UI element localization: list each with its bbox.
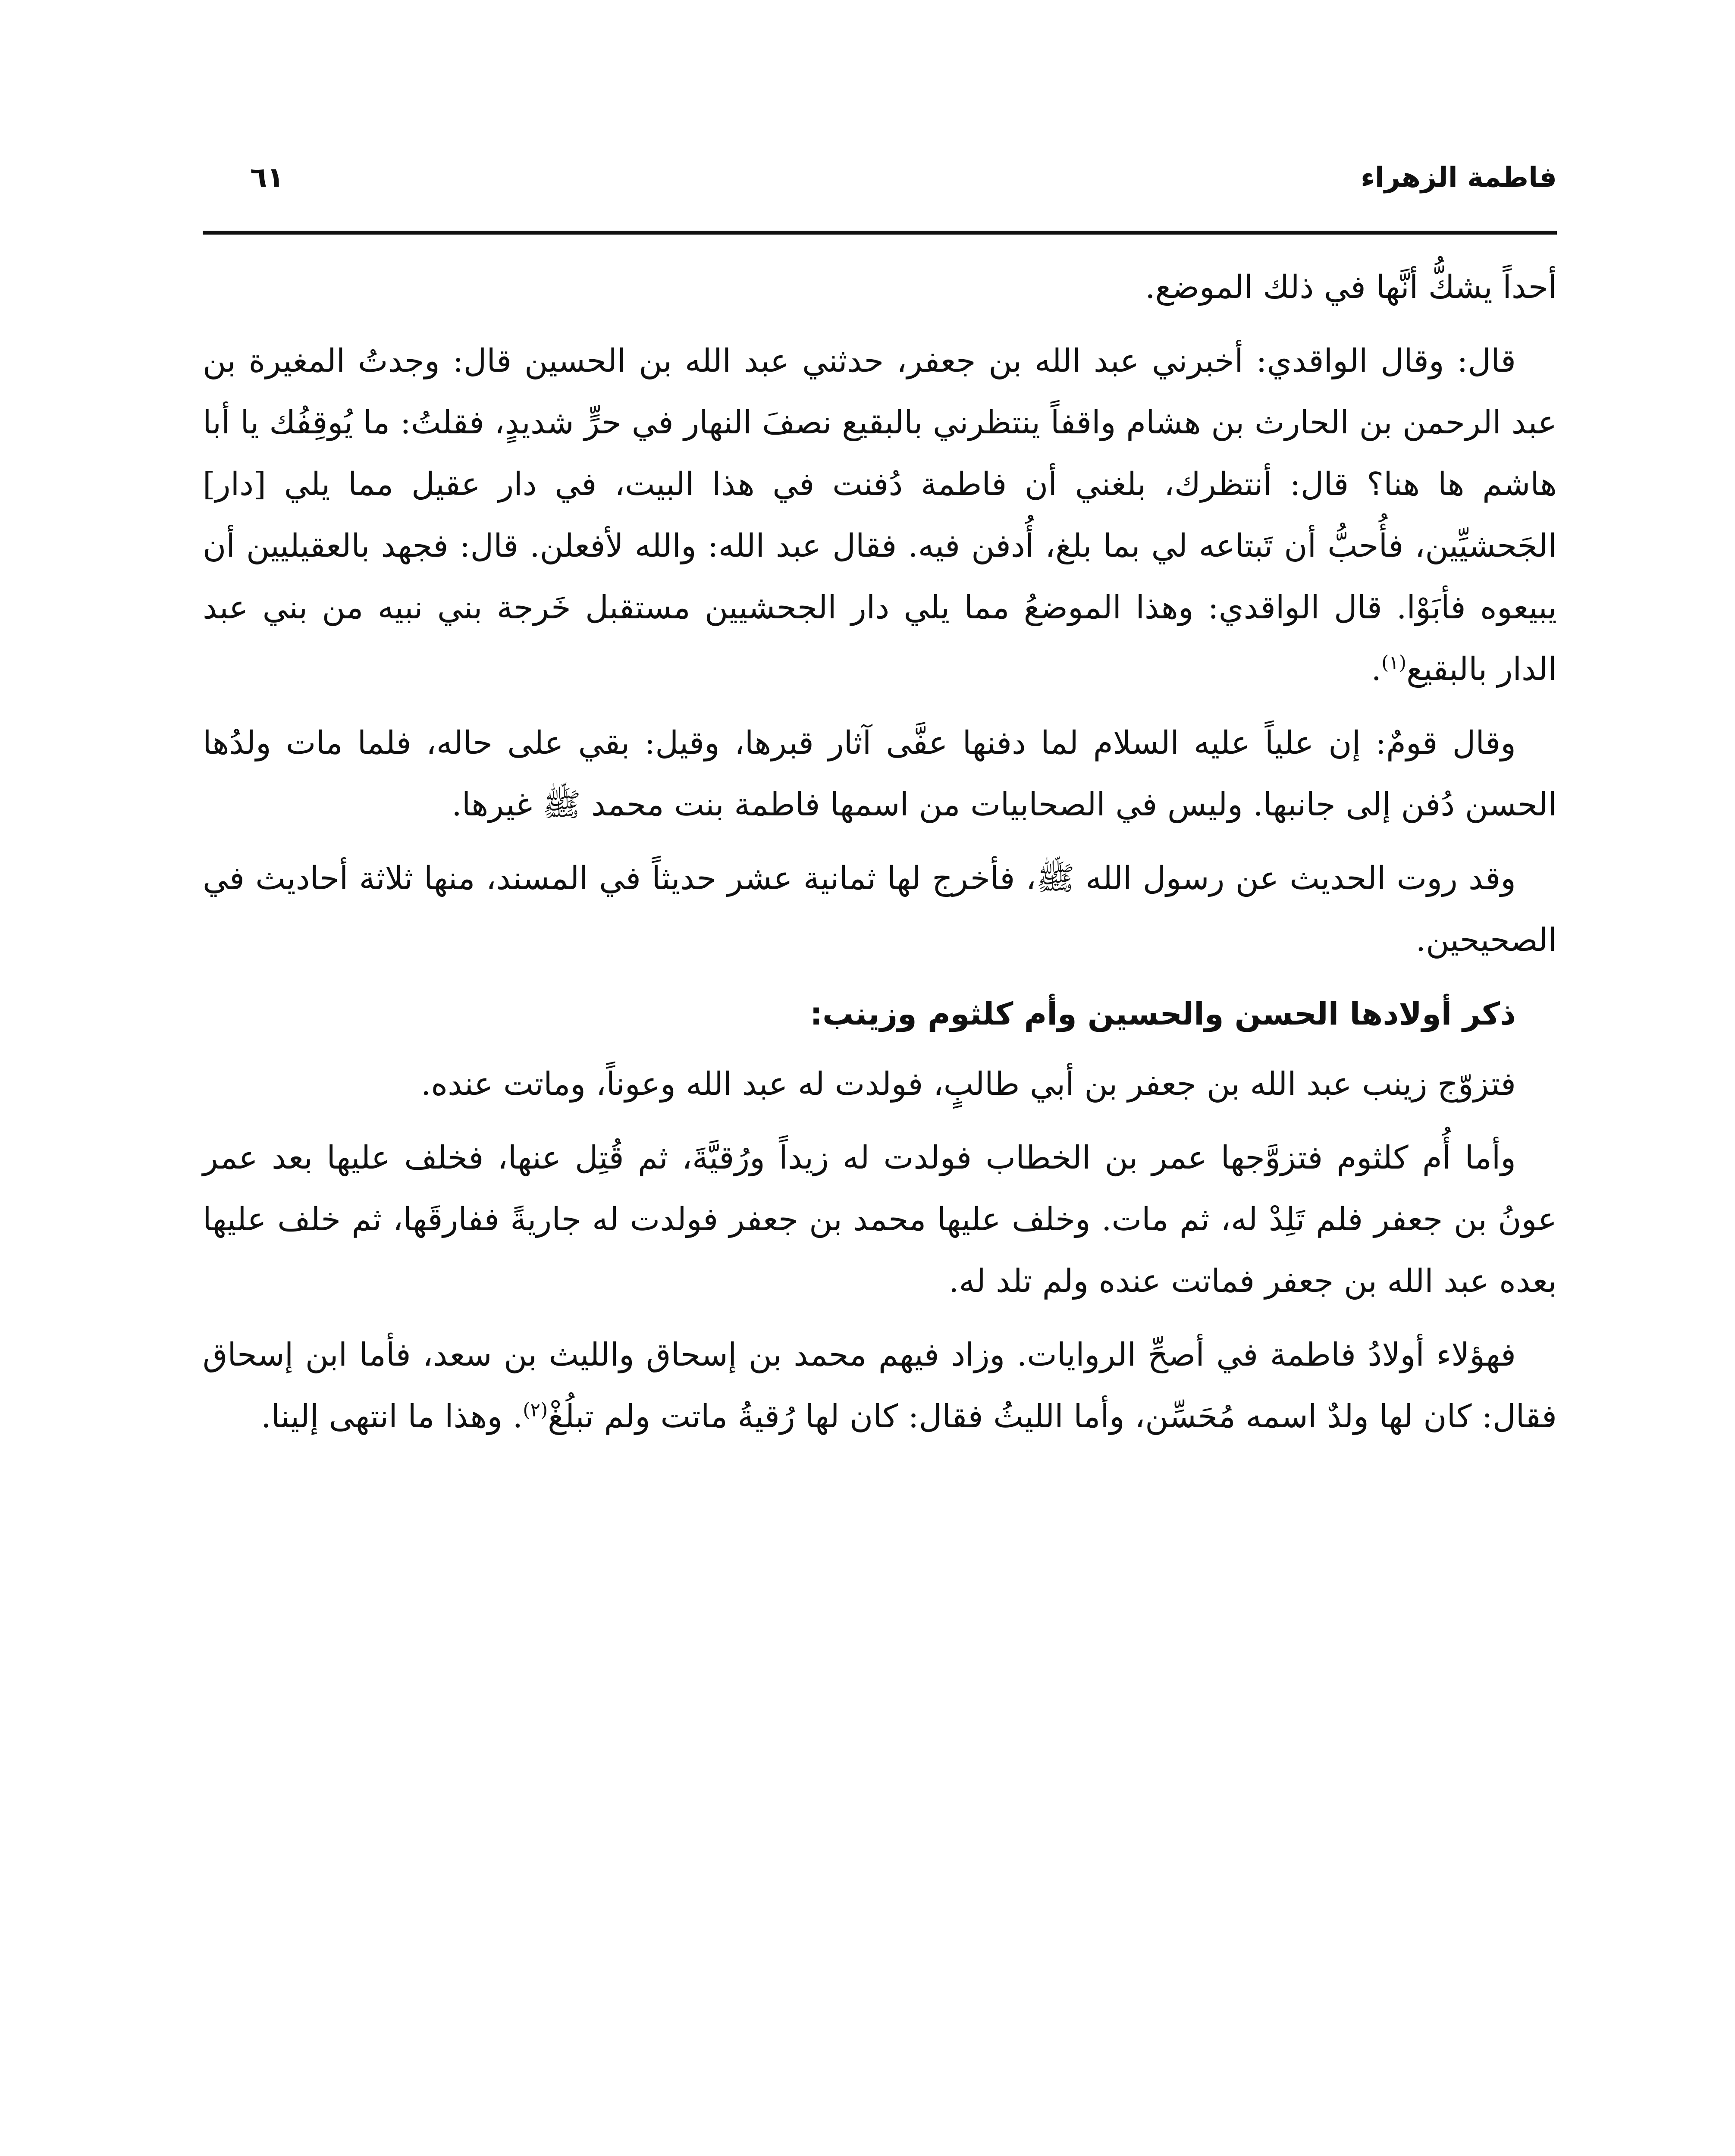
paragraph-1: أحداً يشكُّ أنَّها في ذلك الموضع. bbox=[1145, 269, 1557, 306]
paragraph-5: فتزوّج زينب عبد الله بن جعفر بن أبي طالبٍ، فولدت له عبد الله وعوناً، وماتت عنده. bbox=[420, 1065, 1516, 1103]
footnote-ref-1: (١) bbox=[1381, 652, 1407, 674]
paragraph-4: وقد روت الحديث عن رسول الله ﷺ، فأخرج لها ثمانية عشر حديثاً في المسند، منها ثلاثة أحاديث في الصحيحين. bbox=[203, 860, 1557, 959]
footnote-ref-2: (٢) bbox=[523, 1399, 548, 1421]
section-heading: ذكر أولادها الحسن والحسين وأم كلثوم وزينب: bbox=[810, 996, 1516, 1032]
paragraph-6: وأما أُم كلثوم فتزوَّجها عمر بن الخطاب فولدت له زيداً ورُقيَّةَ، ثم قُتِل عنها، فخلف عليها بعد عمر عونُ بن جعفر فلم تَلِدْ له، ثم مات. وخلف عليها محمد بن جعفر فولدت له جاريةً ففارقَها، ثم خلف عليها بعده عبد الله بن جعفر فماتت عنده ولم تلد له. bbox=[203, 1139, 1557, 1300]
paragraph-2 bbox=[203, 330, 1557, 700]
main-text bbox=[203, 257, 1557, 1460]
paragraph-2-text: قال: وقال الواقدي: أخبرني عبد الله بن جعفر، حدثني عبد الله بن الحسين قال: وجدتُ المغيرة بن عبد الرحمن بن الحارث بن هشام واقفاً ينتظرني بالبقيع نصفَ النهار في حرٍّ شديدٍ، فقلتُ: ما يُوقِفُك يا أبا هاشم ها هنا؟ قال: أنتظرك، بلغني أن فاطمة دُفنت في هذا البيت، في دار عقيل مما يلي [دار] الجَحشيِّين، فأُحبُّ أن تَبتاعه لي بما بلغ، أُدفن فيه. فقال عبد الله: والله لأفعلن. قال: فجهد بالعقيليين أن يبيعوه فأبَوْا. قال الواقدي: وهذا الموضعُ مما يلي دار الجحشيين مستقبل خَرجة بني نبيه من بني عبد الدار بالبقيع bbox=[203, 342, 1557, 688]
book-page bbox=[203, 142, 1557, 2156]
running-title: فاطمة الزهراء bbox=[1361, 162, 1557, 194]
paragraph-7-end: . وهذا ما انتهى إلينا. bbox=[261, 1398, 523, 1435]
paragraph-7-text: فهؤلاء أولادُ فاطمة في أصحِّ الروايات. وزاد فيهم محمد بن إسحاق والليث بن سعد، فأما ابن إسحاق فقال: كان لها ولدٌ اسمه مُحَسِّن، وأما الليثُ فقال: كان لها رُقيةُ ماتت ولم تبلُغْ bbox=[203, 1336, 1557, 1435]
paragraph-3: وقال قومٌ: إن علياً عليه السلام لما دفنها عفَّى آثار قبرها، وقيل: بقي على حاله، فلما مات ولدُها الحسن دُفن إلى جانبها. وليس في الصحابيات من اسمها فاطمة بنت محمد ﷺ غيرها. bbox=[203, 724, 1557, 823]
page-number: ٦١ bbox=[250, 162, 284, 194]
paragraph-2-end: . bbox=[1371, 651, 1382, 688]
paragraph-7 bbox=[203, 1324, 1557, 1448]
running-head bbox=[203, 142, 1557, 216]
header-rule bbox=[203, 231, 1557, 235]
